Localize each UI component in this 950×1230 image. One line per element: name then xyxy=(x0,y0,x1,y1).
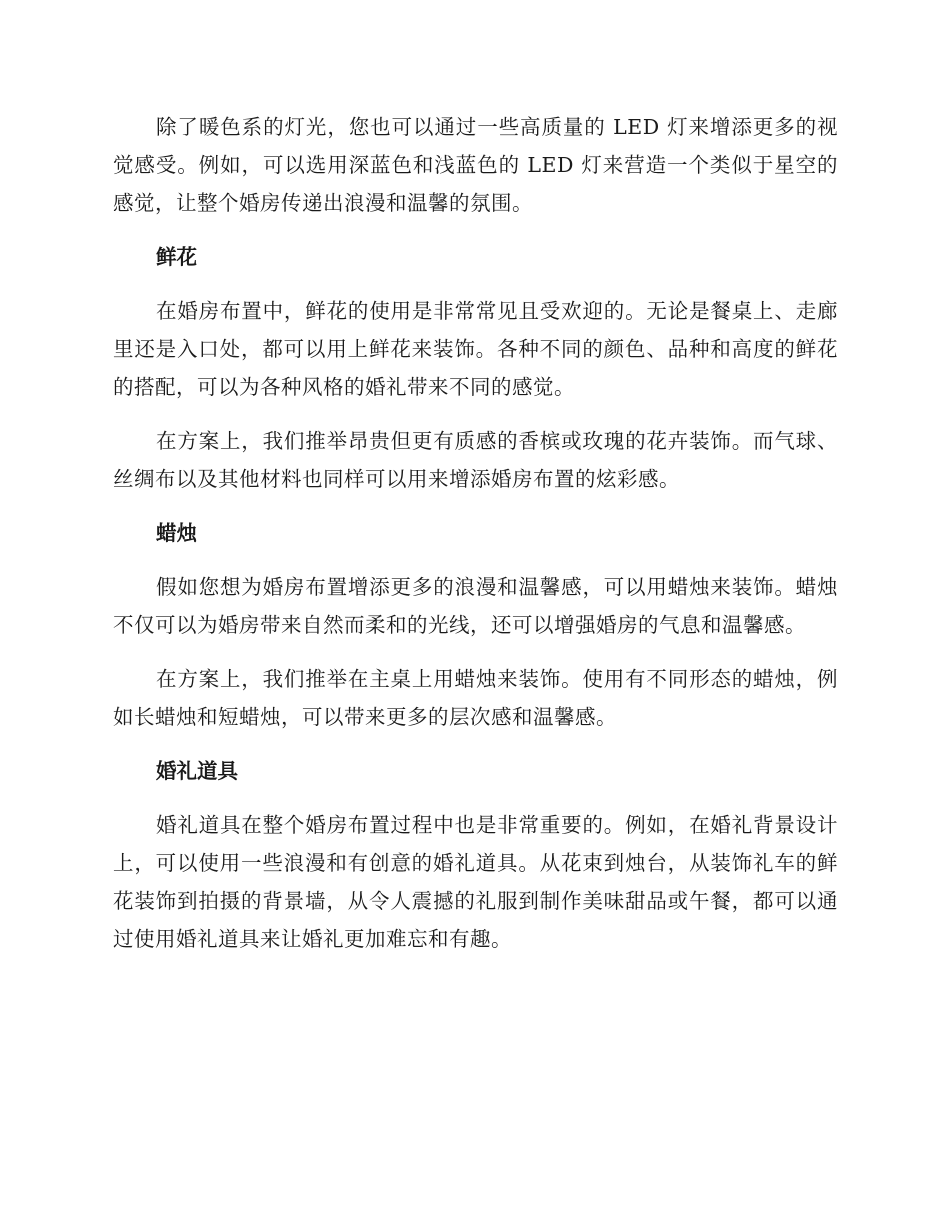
spacer xyxy=(113,222,838,238)
spacer xyxy=(113,644,838,660)
spacer xyxy=(113,276,838,292)
paragraph-led-lighting: 除了暖色系的灯光，您也可以通过一些高质量的 LED 灯来增添更多的视觉感受。例如，可以选用深蓝色和浅蓝色的 LED 灯来营造一个类似于星空的感觉，让整个婚房传递出浪漫和温馨的氛围。 xyxy=(113,115,838,215)
paragraph-flowers-usage: 在婚房布置中，鲜花的使用是非常常见且受欢迎的。无论是餐桌上、走廊里还是入口处，都可以用上鲜花来装饰。各种不同的颜色、品种和高度的鲜花的搭配，可以为各种风格的婚礼带来不同的感觉。 xyxy=(113,299,838,399)
document-body xyxy=(113,108,838,958)
paragraph-wedding-props: 婚礼道具在整个婚房布置过程中也是非常重要的。例如，在婚礼背景设计上，可以使用一些浪漫和有创意的婚礼道具。从花束到烛台，从装饰礼车的鲜花装饰到拍摄的背景墙，从令人震撼的礼服到制作美味甜品或午餐，都可以通过使用婚礼道具来让婚礼更加难忘和有趣。 xyxy=(113,813,838,951)
paragraph-candles-plan: 在方案上，我们推举在主桌上用蜡烛来装饰。使用有不同形态的蜡烛，例如长蜡烛和短蜡烛，可以带来更多的层次感和温馨感。 xyxy=(113,667,838,729)
paragraph-flowers-plan: 在方案上，我们推举昂贵但更有质感的香槟或玫瑰的花卉装饰。而气球、丝绸布以及其他材料也同样可以用来增添婚房布置的炫彩感。 xyxy=(113,429,838,491)
spacer xyxy=(113,790,838,806)
section-heading-wedding-props: 婚礼道具 xyxy=(156,759,238,783)
spacer xyxy=(113,498,838,514)
section-heading-candles: 蜡烛 xyxy=(156,521,197,545)
spacer xyxy=(113,736,838,752)
section-heading-flowers: 鲜花 xyxy=(156,245,197,269)
spacer xyxy=(113,406,838,422)
spacer xyxy=(113,552,838,568)
paragraph-candles-usage: 假如您想为婚房布置增添更多的浪漫和温馨感，可以用蜡烛来装饰。蜡烛不仅可以为婚房带来自然而柔和的光线，还可以增强婚房的气息和温馨感。 xyxy=(113,575,838,637)
